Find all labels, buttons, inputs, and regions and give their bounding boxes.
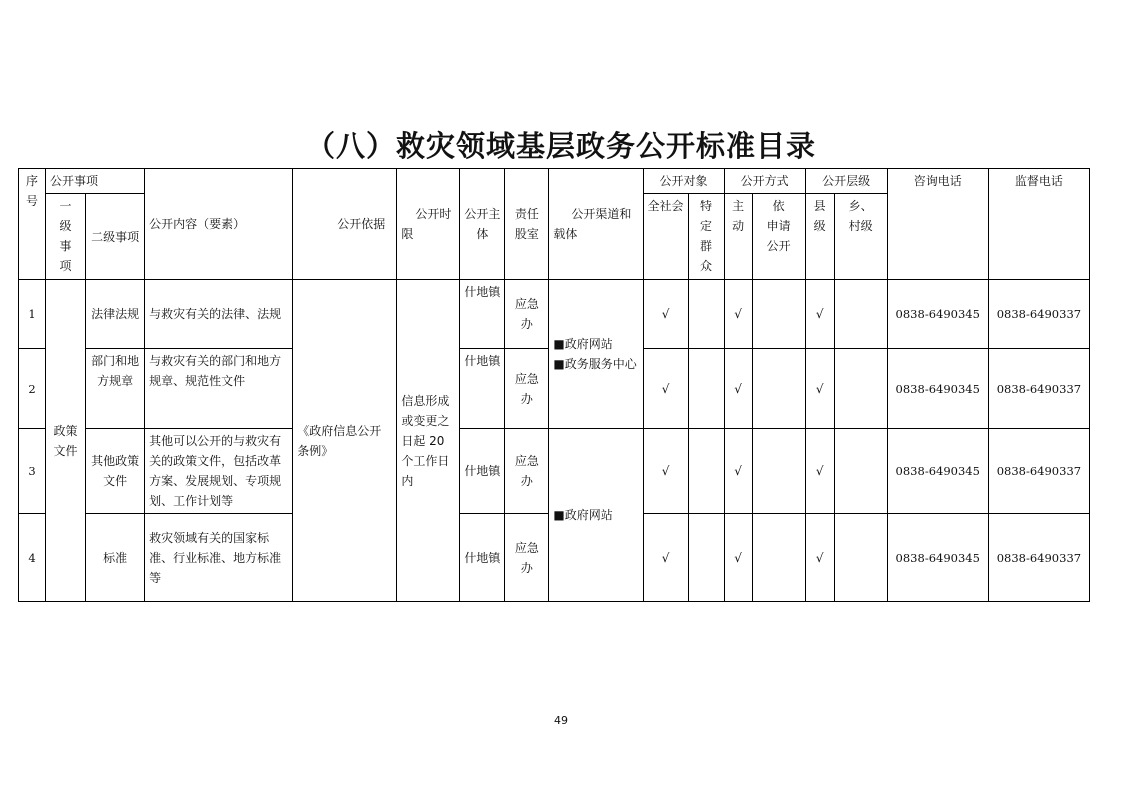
row-subject: 什地镇 [460, 429, 505, 514]
row-consult-phone: 0838-6490345 [887, 429, 988, 514]
header-method: 公开方式 [724, 169, 805, 194]
row-supervise-phone: 0838-6490337 [988, 429, 1089, 514]
header-level-county: 县 级 [805, 194, 834, 280]
row-audience-specific [688, 280, 724, 349]
row-method-request [752, 280, 805, 349]
row-level-township [834, 429, 887, 514]
header-row-1 [19, 169, 1090, 194]
page-title: （八）救灾领域基层政务公开标准目录 [305, 129, 816, 163]
row-supervise-phone: 0838-6490337 [988, 514, 1089, 602]
header-audience-specific: 特 定 群 众 [688, 194, 724, 280]
header-level: 公开层级 [805, 169, 887, 194]
channel-group-b: ■政府网站 [549, 429, 643, 602]
header-supervise-phone: 监督电话 [988, 169, 1089, 280]
row-subject: 什地镇 [460, 349, 505, 429]
header-level2: 二级事项 [86, 194, 145, 280]
row-audience-all: √ [643, 514, 688, 602]
row-audience-all: √ [643, 349, 688, 429]
row-office: 应急办 [505, 280, 549, 349]
header-subject: 公开主体 [460, 169, 505, 280]
header-consult-phone: 咨询电话 [887, 169, 988, 280]
row-level-township [834, 280, 887, 349]
row-content: 其他可以公开的与救灾有关的政策文件，包括改革方案、发展规划、专项规划、工作计划等 [145, 429, 293, 514]
row-seq: 2 [19, 349, 46, 429]
row-audience-all: √ [643, 280, 688, 349]
row-seq: 3 [19, 429, 46, 514]
row-audience-specific [688, 514, 724, 602]
header-audience: 公开对象 [643, 169, 724, 194]
row-content: 与救灾有关的法律、法规 [145, 280, 293, 349]
row-method-active: √ [724, 280, 752, 349]
row-level-township [834, 349, 887, 429]
row-method-request [752, 514, 805, 602]
row-office: 应急办 [505, 429, 549, 514]
row-audience-all: √ [643, 429, 688, 514]
catalog-table [18, 168, 1090, 602]
header-audience-all: 全社会 [643, 194, 688, 280]
row-seq: 4 [19, 514, 46, 602]
row-level2: 法律法规 [86, 280, 145, 349]
row-level2: 部门和地方规章 [86, 349, 145, 429]
row-subject: 什地镇 [460, 280, 505, 349]
row-method-active: √ [724, 514, 752, 602]
row-supervise-phone: 0838-6490337 [988, 349, 1089, 429]
row-method-request [752, 349, 805, 429]
row-level-county: √ [805, 514, 834, 602]
row-supervise-phone: 0838-6490337 [988, 280, 1089, 349]
header-level1: 一 级 事 项 [46, 194, 86, 280]
table-row [19, 429, 1090, 514]
row-level-county: √ [805, 280, 834, 349]
page-number: 49 [554, 714, 568, 727]
channel-group-a: ■政府网站 ■政务服务中心 [549, 280, 643, 429]
header-method-request: 依 申请 公开 [752, 194, 805, 280]
row-office: 应急办 [505, 514, 549, 602]
header-channel: 公开渠道和载体 [549, 169, 643, 280]
row-level2: 标准 [86, 514, 145, 602]
row-office: 应急办 [505, 349, 549, 429]
row-content: 救灾领域有关的国家标准、行业标准、地方标准等 [145, 514, 293, 602]
table-row [19, 280, 1090, 349]
row-method-active: √ [724, 429, 752, 514]
row-consult-phone: 0838-6490345 [887, 349, 988, 429]
header-content: 公开内容（要素） [145, 169, 293, 280]
row-method-request [752, 429, 805, 514]
row-subject: 什地镇 [460, 514, 505, 602]
header-items: 公开事项 [46, 169, 145, 194]
level1-item: 政策文件 [46, 280, 86, 602]
row-seq: 1 [19, 280, 46, 349]
row-consult-phone: 0838-6490345 [887, 280, 988, 349]
header-method-active: 主 动 [724, 194, 752, 280]
row-method-active: √ [724, 349, 752, 429]
row-level-township [834, 514, 887, 602]
row-level2: 其他政策文件 [86, 429, 145, 514]
row-audience-specific [688, 429, 724, 514]
row-level-county: √ [805, 349, 834, 429]
header-basis: 公开依据 [293, 169, 397, 280]
header-time-limit: 公开时限 [397, 169, 460, 280]
disclosure-time-limit: 信息形成或变更之日起 20 个工作日内 [397, 280, 460, 602]
row-audience-specific [688, 349, 724, 429]
header-seq: 序 号 [19, 169, 46, 280]
row-level-county: √ [805, 429, 834, 514]
header-level-township: 乡、 村级 [834, 194, 887, 280]
header-office: 责任股室 [505, 169, 549, 280]
row-consult-phone: 0838-6490345 [887, 514, 988, 602]
row-content: 与救灾有关的部门和地方规章、规范性文件 [145, 349, 293, 429]
disclosure-basis: 《政府信息公开条例》 [293, 280, 397, 602]
